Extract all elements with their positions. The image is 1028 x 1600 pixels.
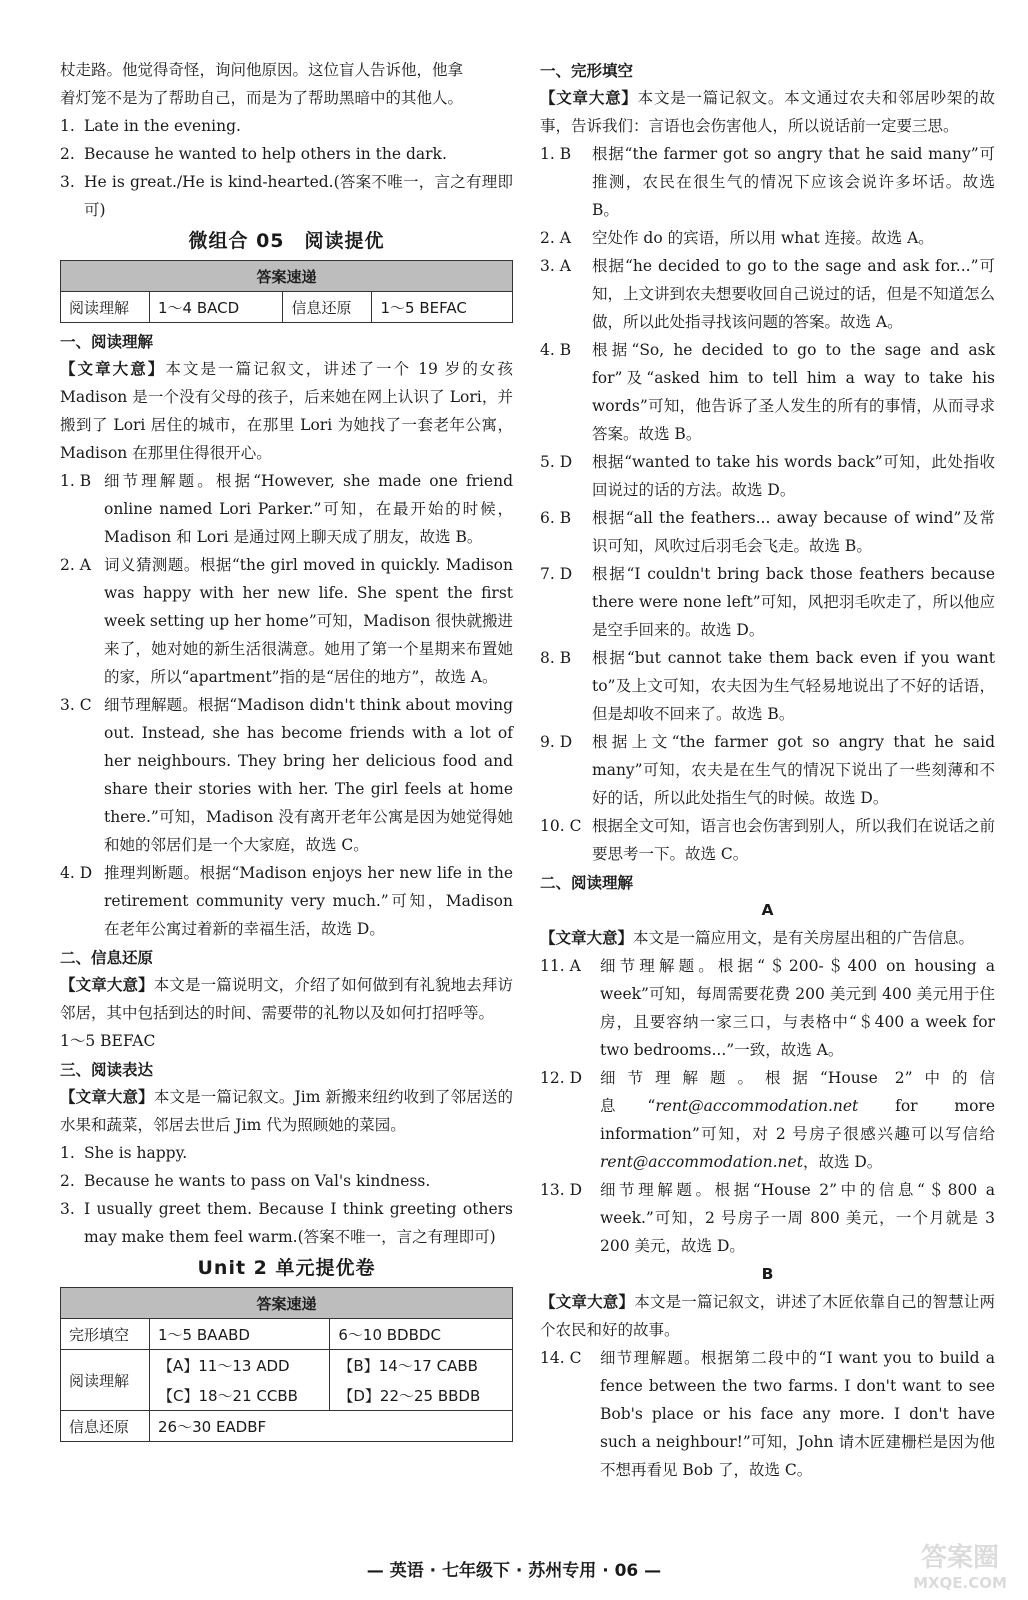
- list-item: 2. A 词义猜测题。根据“the girl moved in quickly. Madison was happy with her new life. She spent the first week setting up her home”可知，Madison 很快就搬进来了，她对她的新生活很满意。她用了第一个星期来布置她的家，所以“apartment”指的是“居住的地方”，故选 A。: [60, 556, 513, 686]
- answer-table-1: [60, 260, 513, 323]
- list-item: 12. D 细节理解题。根据“House 2”中的信息“rent@accommodation.net for more information”可知，对 2 号房子很感兴趣可以写信给 rent@accommodation.net，故选 D。: [540, 1069, 995, 1171]
- section-heading: 二、信息还原: [60, 949, 154, 967]
- list-item: 4. D 推理判断题。根据“Madison enjoys her new life in the retirement community very much.”可知，Madison 在老年公寓过着新的幸福生活，故选 D。: [60, 864, 513, 938]
- list-item: 1. She is happy.: [60, 1144, 188, 1162]
- summary: 【文章大意】本文是一篇记叙文，讲述了一个 19 岁的女孩 Madison 是一个没有父母的孩子，后来她在网上认识了 Lori，并搬到了 Lori 居住的城市，在那里 Lori 为她找了一套老年公寓，Madison 在那里住得很开心。: [60, 360, 513, 462]
- section-heading: 三、阅读表达: [60, 1061, 154, 1079]
- summary: 【文章大意】本文是一篇说明文，介绍了如何做到有礼貌地去拜访邻居，其中包括到达的时间、需要带的礼物以及如何打招呼等。: [60, 976, 513, 1022]
- list-item: 14. C 细节理解题。根据第二段中的“I want you to build a fence between the two farms. I don't want to see Bob's place or his face any more. I don't have such a neighbour!”可知，John 请木匠建栅栏是因为他不想再看见 Bob 了，故选 C。: [540, 1349, 995, 1479]
- summary: 【文章大意】本文是一篇记叙文，讲述了木匠依靠自己的智慧让两个农民和好的故事。: [540, 1293, 995, 1339]
- list-item: 11. A 细节理解题。根据“＄200-＄400 on housing a week”可知，每周需要花费 200 美元到 400 美元用于住房，且要容纳一家三口，与表格中“＄400 a week for two bedrooms...”一致，故选 A。: [540, 957, 995, 1059]
- watermark-line-1: 答案圈: [920, 1543, 1000, 1573]
- answer-table-2: [60, 1287, 513, 1442]
- table-row: 阅读理解 【A】11～13 ADD 【B】14～17 CABB: [61, 1350, 513, 1381]
- table-row: 信息还原 26～30 EADBF: [61, 1411, 513, 1442]
- passage-label-a: A: [761, 901, 774, 919]
- s1-items: [60, 467, 513, 943]
- list-item: 10. C 根据全文可知，语言也会伤害到别人，所以我们在说话之前要思考一下。故选 C。: [540, 817, 996, 863]
- list-item: 13. D 细节理解题。根据“House 2”中的信息“＄800 a week.”可知，2 号房子一周 800 美元，一个月就是 3 200 美元，故选 D。: [540, 1181, 995, 1255]
- table-row: 完形填空 1～5 BAABD 6～10 BDBDC: [61, 1319, 513, 1350]
- list-item: 5. D 根据“wanted to take his words back”可知，此处指收回说过的话的方法。故选 D。: [540, 453, 995, 499]
- watermark-logo-icon: [912, 1534, 1008, 1594]
- answer-item: 2. Because he wanted to help others in the dark.: [60, 145, 447, 163]
- left-column: [60, 56, 513, 1448]
- unit-title: Unit 2 单元提优卷: [197, 1257, 376, 1279]
- list-item: 9. D 根据上文“the farmer got so angry that he said many”可知，农夫是在生气的情况下说出了一些刻薄和不好的话，所以此处指生气的时候。故选 D。: [540, 733, 995, 807]
- page-footer: — 英语 · 七年级下 · 苏州专用 · 06 —: [366, 1561, 662, 1581]
- table-header: 答案速递: [61, 1288, 513, 1319]
- section-heading: 一、完形填空: [540, 62, 634, 80]
- answer-item: 3. He is great./He is kind-hearted.(答案不唯一，言之有理即可): [60, 173, 513, 219]
- summary: 【文章大意】本文是一篇记叙文。本文通过农夫和邻居吵架的故事，告诉我们：言语也会伤害他人，所以说话前一定要三思。: [540, 89, 995, 135]
- intro-line-2: 着灯笼不是为了帮助自己，而是为了帮助黑暗中的其他人。: [60, 89, 464, 107]
- answer-line: 1～5 BEFAC: [60, 1032, 156, 1050]
- list-item: 2. A 空处作 do 的宾语，所以用 what 连接。故选 A。: [540, 229, 934, 247]
- right-column: [540, 56, 995, 1484]
- list-item: 6. B 根据“all the feathers... away because of wind”及常识可知，风吹过后羽毛会飞走。故选 B。: [540, 509, 995, 555]
- table-row: 【C】18～21 CCBB 【D】22～25 BBDB: [61, 1380, 513, 1411]
- answer-item: 1. Late in the evening.: [60, 117, 241, 135]
- list-item: 3. I usually greet them. Because I think greeting others may make them feel warm.(答案不唯一，言之有理即可): [60, 1200, 513, 1246]
- list-item: 1. B 细节理解题。根据“However, she made one friend online named Lori Parker.”可知，在最开始的时候，Madison 和 Lori 是通过网上聊天成了朋友，故选 B。: [60, 472, 513, 546]
- list-item: 3. A 根据“he decided to go to the sage and ask for...”可知，上文讲到农夫想要收回自己说过的话，但是不知道怎么做，所以此处指寻找该问题的答案。故选 A。: [540, 257, 996, 331]
- summary: 【文章大意】本文是一篇应用文，是有关房屋出租的广告信息。: [540, 929, 975, 947]
- watermark-line-2: MXQE.COM: [913, 1574, 1007, 1592]
- list-item: 4. B 根据“So, he decided to go to the sage and ask for”及“asked him to tell him a way to take his words”可知，他告诉了圣人发生的所有的事情，从而寻求答案。故选 B。: [540, 341, 995, 443]
- table-header: 答案速递: [61, 261, 513, 292]
- list-item: 1. B 根据“the farmer got so angry that he said many”可推测，农民在很生气的情况下应该会说许多坏话。故选 B。: [540, 145, 995, 219]
- list-item: 7. D 根据“I couldn't bring back those feathers because there were none left”可知，风把羽毛吹走了，所以他应是空手回来的。故选 D。: [540, 565, 995, 639]
- summary: 【文章大意】本文是一篇记叙文。Jim 新搬来纽约收到了邻居送的水果和蔬菜，邻居去世后 Jim 代为照顾她的菜园。: [60, 1088, 513, 1134]
- passage-label-b: B: [761, 1265, 774, 1283]
- list-item: 3. C 细节理解题。根据“Madison didn't think about moving out. Instead, she has become friends with a lot of her neighbours. They bring her delicious food and share their stories with her. The girl feels at home there.”可知，Madison 没有离开老年公寓是因为她觉得她和她的邻居们是一个大家庭，故选 C。: [60, 696, 513, 854]
- table-row: 阅读理解 1～4 BACD 信息还原 1～5 BEFAC: [61, 292, 513, 323]
- list-item: 8. B 根据“but cannot take them back even if you want to”及上文可知，农夫因为生气轻易地说出了不好的话语，但是却收不回来了。故选 B。: [540, 649, 995, 723]
- intro-line-1: 杖走路。他觉得奇怪，询问他原因。这位盲人告诉他，他拿: [60, 61, 464, 79]
- list-item: 2. Because he wants to pass on Val's kindness.: [60, 1172, 431, 1190]
- section-title: 微组合 05 阅读提优: [188, 230, 385, 252]
- section-heading: 二、阅读理解: [540, 874, 634, 892]
- section-heading: 一、阅读理解: [60, 333, 154, 351]
